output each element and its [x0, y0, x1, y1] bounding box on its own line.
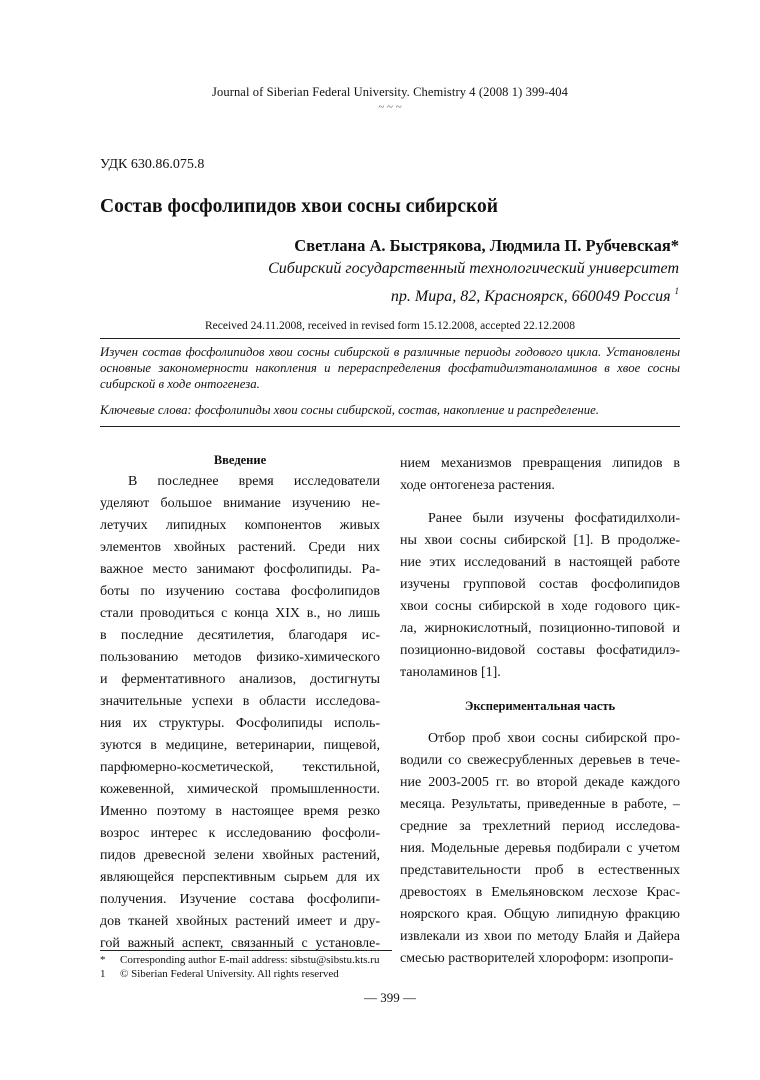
text-line: ла, жирнокислотный, позиционно-типовой и [400, 621, 680, 636]
text-line: гой важный аспект, связанный с установле- [100, 936, 380, 951]
affiliation-address: пр. Мира, 82, Красноярск, 660049 Россия [390, 288, 671, 305]
text-line: ходе онтогенеза растения. [400, 478, 555, 493]
text-line: извлекали из хвои по методу Блайя и Дайера [400, 929, 680, 944]
text-line: и ферментативного анализов, достигнуты [100, 672, 380, 687]
footnote-text: © Siberian Federal University. All rights reserved [120, 968, 339, 980]
text-line: изучены групповой состав фосфолипидов [400, 577, 680, 592]
text-line: ние этих исследований в настоящей работе [400, 555, 680, 570]
left-column [100, 449, 380, 955]
text-line: летучих липидных компонентов живых [100, 518, 380, 533]
section-heading-introduction: Введение [213, 453, 267, 467]
udk-code: УДК 630.86.075.8 [100, 157, 205, 172]
journal-header: Journal of Siberian Federal University. Chemistry 4 (2008 1) 399-404 [212, 85, 568, 99]
text-line: получения. Изучение состава фосфолипи- [100, 892, 380, 907]
right-column [400, 453, 680, 970]
footnote-corresponding [100, 953, 379, 967]
text-line: важное место занимают фосфолипиды. Ра- [100, 562, 380, 577]
text-line: средние за трехлетний период исследова- [400, 819, 680, 834]
right-paragraph-3 [400, 728, 680, 970]
text-line: дов тканей хвойных растений имеет и дру- [100, 914, 380, 929]
footnote-rule [100, 950, 392, 951]
received-dates: Received 24.11.2008, received in revised form 15.12.2008, accepted 22.12.2008 [204, 320, 576, 332]
affiliation-line-2 [268, 280, 679, 308]
text-line: зуются в медицине, ветеринарии, пищевой, [100, 738, 380, 753]
text-line: уделяют большое внимание изучению не- [100, 496, 380, 511]
text-line: являющейся перспективным сырьем для их [100, 870, 380, 885]
text-line: ноярского края. Общую липидную фракцию [400, 907, 680, 922]
affiliation-footnote-mark: 1 [674, 286, 679, 296]
text-line: парфюмерно-косметической, текстильной, [100, 760, 380, 775]
text-line: ны хвои сосны сибирской [1]. В продолже- [400, 533, 680, 548]
authors: Светлана А. Быстрякова, Людмила П. Рубчевская* [294, 236, 679, 255]
header-ornament: ~ ~ ~ [378, 101, 402, 113]
text-line: водили со свежесрубленных деревьев в тече- [400, 753, 680, 768]
text-line: нием механизмов превращения липидов в [400, 456, 680, 471]
text-line: стали проводиться с конца XIX в., но лишь [100, 606, 380, 621]
text-line: древостоях в Емельяновском лесхозе Крас- [400, 885, 680, 900]
text-line: пользованию методов физико-химического [100, 650, 380, 665]
abstract: Изучен состав фосфолипидов хвои сосны сибирской в различные периоды годового цикла. Установлены основные закономерности накопления и перераспределения фосфатидилэтаноламинов в хвое сосны сибирской в ходе онтогенеза. [100, 345, 680, 391]
text-line: смесью растворителей хлороформ: изопропи- [400, 951, 674, 966]
affiliation-line-1: Сибирский государственный технологический университет [268, 260, 679, 277]
footnote-mark: 1 [100, 968, 106, 980]
footnote-text: Corresponding author E-mail address: sibstu@sibstu.kts.ru [120, 954, 380, 966]
footnote-mark: * [100, 954, 106, 966]
text-line: Ранее были изучены фосфатидилхоли- [428, 511, 680, 526]
text-line: пидов древесной зелени хвойных растений, [100, 848, 380, 863]
text-line: представительности проб в естественных [400, 863, 680, 878]
right-paragraph-1 [400, 453, 680, 497]
text-line: в последние десятилетия, благодаря ис- [100, 628, 380, 643]
text-line: хвои сосны сибирской в ходе годового цик- [400, 599, 680, 614]
text-line: В последнее время исследователи [128, 474, 380, 489]
text-line: боты по изучению состава фосфолипидов [100, 584, 380, 599]
text-line: ние 2003-2005 гг. во второй декаде каждого [400, 775, 680, 790]
abstract-bottom-rule [100, 426, 680, 427]
text-line: элементов хвойных растений. Среди них [100, 540, 380, 555]
text-line: возрос интерес к исследованию фосфоли- [100, 826, 380, 841]
text-line: Именно поэтому в настоящее время резко [100, 804, 380, 819]
keywords: Ключевые слова: фосфолипиды хвои сосны сибирской, состав, накопление и распределение. [100, 403, 600, 417]
text-line: Отбор проб хвои сосны сибирской про- [428, 731, 680, 746]
left-column-text [100, 471, 380, 955]
text-line: таноламинов [1]. [400, 665, 501, 680]
text-line: позиционно-видовой составы фосфатидилэ- [400, 643, 680, 658]
right-paragraph-2 [400, 508, 680, 684]
article-title: Состав фосфолипидов хвои сосны сибирской [100, 196, 499, 217]
text-line: месяца. Результаты, приведенные в работе, – [400, 797, 680, 812]
section-heading-experimental: Экспериментальная часть [464, 699, 616, 713]
text-line: ния их структуры. Фосфолипиды исполь- [100, 716, 380, 731]
text-line: кожевенной, химической промышленности. [100, 782, 380, 797]
footnote-copyright [100, 967, 339, 981]
abstract-top-rule [100, 338, 680, 339]
page-number: — 399 — [364, 990, 416, 1005]
text-line: значительные успехи в области исследова- [100, 694, 380, 709]
affiliation [268, 258, 679, 308]
text-line: ния. Модельные деревья подбирали с учетом [400, 841, 680, 856]
